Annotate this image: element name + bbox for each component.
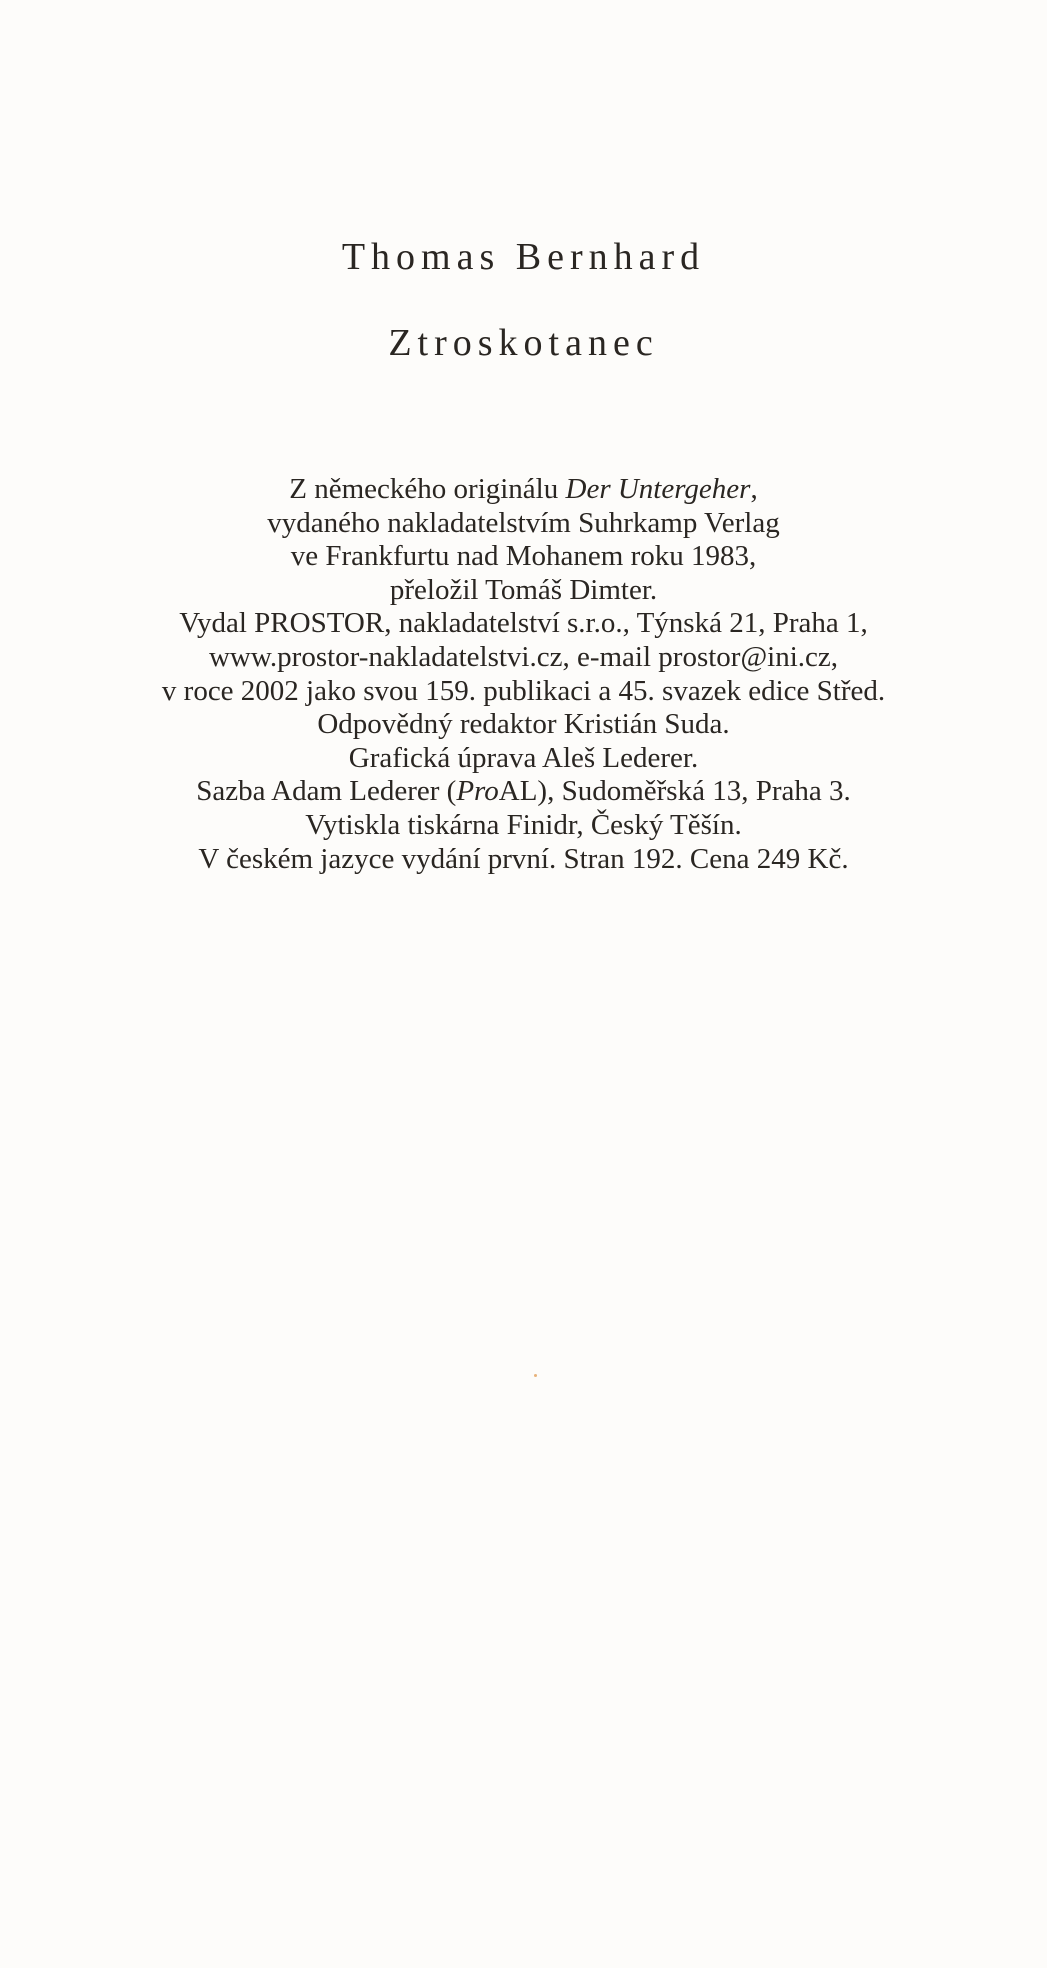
original-suffix: , bbox=[750, 473, 758, 505]
colophon-line-original bbox=[0, 473, 1047, 507]
colophon-line-place-year: ve Frankfurtu nad Mohanem roku 1983, bbox=[290, 540, 757, 573]
paper-speck bbox=[534, 1374, 537, 1377]
colophon-line-contact: www.prostor-nakladatelstvi.cz, e-mail prostor@ini.cz, bbox=[208, 640, 839, 673]
original-title: Der Untergeher bbox=[565, 473, 751, 505]
original-prefix: Z německého originálu bbox=[289, 473, 566, 505]
colophon-line-translator: přeložil Tomáš Dimter. bbox=[389, 573, 658, 606]
colophon-line-edition: v roce 2002 jako svou 159. publikaci a 45. svazek edice Střed. bbox=[161, 674, 886, 707]
typesetting-italic: Pro bbox=[456, 775, 499, 808]
author-name: Thomas Bernhard bbox=[341, 236, 706, 278]
typesetting-suffix: AL), Sudoměřská 13, Praha 3. bbox=[498, 775, 851, 808]
book-title: Ztroskotanec bbox=[388, 322, 659, 364]
colophon-line-publisher: Vydal PROSTOR, nakladatelství s.r.o., Týnská 21, Praha 1, bbox=[179, 607, 868, 640]
colophon bbox=[0, 473, 1047, 876]
colophon-line-price: V českém jazyce vydání první. Stran 192. Cena 249 Kč. bbox=[198, 842, 849, 875]
colophon-line-publisher-original: vydaného nakladatelstvím Suhrkamp Verlag bbox=[267, 506, 780, 539]
colophon-line-printer: Vytiskla tiskárna Finidr, Český Těšín. bbox=[305, 808, 742, 841]
typesetting-prefix: Sazba Adam Lederer ( bbox=[196, 775, 457, 808]
colophon-line-design: Grafická úprava Aleš Lederer. bbox=[348, 741, 699, 774]
colophon-line-typesetting bbox=[0, 775, 1047, 809]
colophon-line-editor: Odpovědný redaktor Kristián Suda. bbox=[317, 708, 730, 741]
